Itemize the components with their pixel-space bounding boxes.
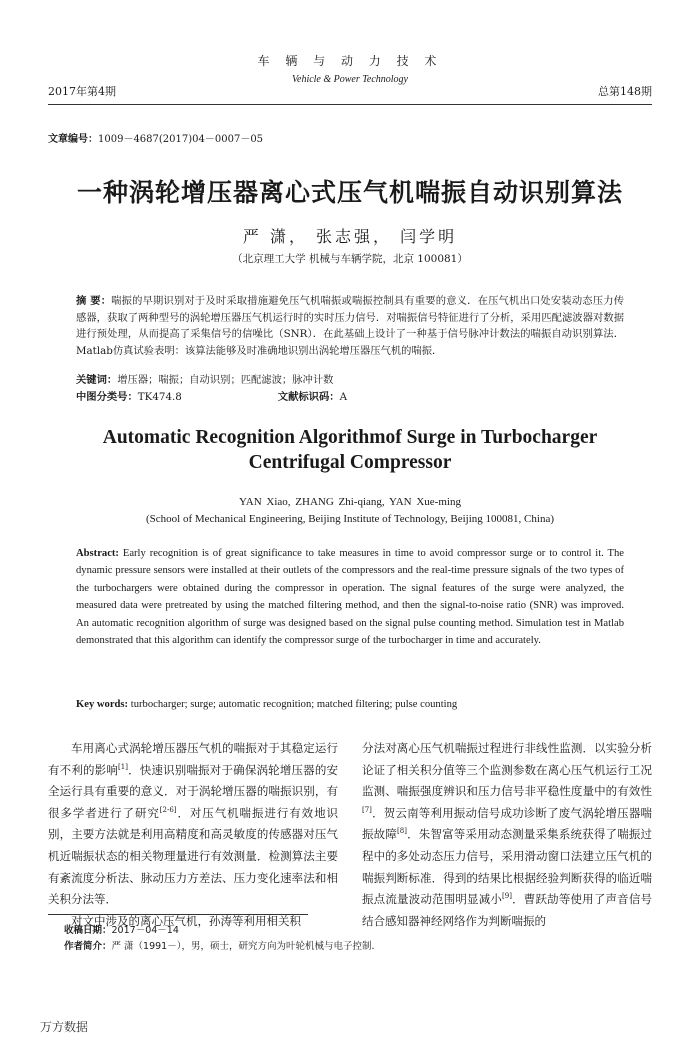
authors-en: YAN Xiao, ZHANG Zhi-qiang, YAN Xue-ming bbox=[239, 496, 461, 508]
article-number bbox=[48, 130, 263, 145]
abstract-cn bbox=[76, 293, 624, 359]
journal-header bbox=[0, 52, 700, 85]
abstract-cn-text: 喘振的早期识别对于及时采取措施避免压气机喘振或喘振控制具有重要的意义．在压气机出口处安装动态压力传感器，获取了两种型号的涡轮增压器压气机运行时的实时压力信号．对喘振信号特征进行了分析，采用匹配滤波器对数据进行预处理，从而提高了采集信号的信噪比（SNR）．在此基础上设计了一种基于信号脉冲计数法的喘振自动识别算法．Matlab仿真试验表明：该算法能够及时准确地识别出涡轮增压器压气机的喘振． bbox=[76, 295, 624, 357]
author-bio bbox=[64, 938, 374, 952]
affiliation-cn: （北京理工大学 机械与车辆学院，北京 100081） bbox=[232, 253, 468, 265]
received-label: 收稿日期： bbox=[64, 925, 112, 936]
body-paragraph bbox=[48, 738, 338, 911]
keywords-en bbox=[76, 699, 457, 710]
body-text: ．贺云南等利用振动信号成功诊断了废气涡轮增压器喘振故障 bbox=[362, 805, 652, 842]
clc-label: 中图分类号： bbox=[76, 391, 138, 403]
journal-name-cn: 车 辆 与 动 力 技 术 bbox=[257, 54, 443, 68]
body-paragraph bbox=[362, 738, 652, 932]
body-text: ．曹跃劼等使用了声音信号结合感知器神经网络作为判断喘振的 bbox=[362, 892, 653, 928]
body-text: ．朱智富等采用动态测量采集系统获得了喘振过程中的多处动态压力信号，采用滑动窗口法建立压气机的喘振判断标准．得到的结果比根据经验判断获得的临近喘振点流量波动范围明显减小 bbox=[362, 827, 653, 907]
classification bbox=[76, 388, 347, 403]
body-text: ．快速识别喘振对于确保涡轮增压器的安全运行具有重要的意义．对于涡轮增压器的喘振识别，有很多学者进行了研究 bbox=[48, 762, 339, 820]
header-rule bbox=[48, 104, 652, 105]
abstract-en-label: Abstract: bbox=[76, 548, 119, 559]
watermark: 万方数据 bbox=[40, 1020, 89, 1034]
doc-code-value: A bbox=[339, 391, 347, 403]
total-issue: 总第148期 bbox=[598, 85, 652, 98]
journal-name-en: Vehicle & Power Technology bbox=[292, 74, 408, 85]
body-text: ．对压气机喘振进行有效地识别，主要方法就是利用高精度和高灵敏度的传感器对压气机近喘振状态的相关物理量进行有效测量．检测算法主要有紊流度分析法、脉动压力方差法、压力变化速率法和相关积分法等． bbox=[48, 805, 339, 907]
article-number-value: 1009－4687(2017)04－0007－05 bbox=[98, 134, 264, 145]
clc-value: TK474.8 bbox=[137, 391, 182, 403]
keywords-en-label: Key words: bbox=[76, 699, 129, 710]
footnote-rule bbox=[48, 914, 308, 915]
body-paragraph: 对文中涉及的离心压气机，孙涛等利用相关积 bbox=[71, 913, 301, 928]
doc-code-label: 文献标识码： bbox=[277, 391, 340, 403]
keywords-cn-text: 增压器；喘振；自动识别；匹配滤波；脉冲计数 bbox=[117, 374, 334, 386]
affiliation-en: (School of Mechanical Engineering, Beijing Institute of Technology, Beijing 100081, China) bbox=[146, 513, 554, 525]
author-bio-text: 严 潇（1991－），男，硕士，研究方向为叶轮机械与电子控制. bbox=[111, 941, 375, 952]
keywords-en-text: turbocharger; surge; automatic recognition; matched filtering; pulse counting bbox=[130, 699, 458, 710]
abstract-en-text: Early recognition is of great significance to take measures in time to avoid compressor surge or to control it. The dynamic pressure sensors were installed at their outlets of the compressors and the real-time pressure signals of the two types of the turbochargers were obtained during the compressor in operation. The signal features of the surge were analyzed, the measured data were pretreated by using the matched filtering method, and then the signal-to-noise ratio (SNR) was improved. An automatic recognition algorithm of surge was designed based on the signal pulse counting method. Simulation test in Matlab demonstrated that this algorithm can identify the compressor surge of the turbocharger in time and accurately. bbox=[76, 548, 624, 647]
abstract-en bbox=[76, 545, 624, 649]
citation: [9] bbox=[502, 892, 512, 901]
body-text: 分法对离心压气机喘振过程进行非线性监测．以实验分析论证了相关积分值等三个监测参数在离心压气机运行工况监测、喘振强度辨识和压力信号非平稳性度量中的有效性 bbox=[362, 741, 652, 799]
body-column-right bbox=[362, 738, 652, 932]
keywords-cn-label: 关键词： bbox=[76, 374, 118, 386]
citation: [8] bbox=[397, 827, 407, 836]
keywords-cn bbox=[76, 371, 333, 386]
body-text: 车用离心式涡轮增压器压气机的喘振对于其稳定运行有不利的影响 bbox=[48, 741, 338, 777]
title-en-line1: Automatic Recognition Algorithmof Surge in Turbocharger bbox=[102, 427, 598, 448]
authors-cn: 严 潇， 张志强， 闫学明 bbox=[242, 227, 458, 246]
received-value: 2017－04－14 bbox=[111, 925, 179, 936]
author-bio-label: 作者简介： bbox=[64, 941, 112, 952]
title-en bbox=[0, 425, 700, 475]
body-column-left bbox=[48, 738, 338, 932]
title-en-line2: Centrifugal Compressor bbox=[248, 452, 452, 473]
citation: [1] bbox=[118, 762, 128, 771]
abstract-cn-label: 摘 要： bbox=[76, 295, 112, 307]
issue-number: 2017年第4期 bbox=[48, 85, 116, 98]
citation: [7] bbox=[362, 805, 372, 814]
citation: [2-6] bbox=[159, 805, 177, 814]
article-number-label: 文章编号： bbox=[48, 134, 98, 145]
title-cn: 一种涡轮增压器离心式压气机喘振自动识别算法 bbox=[76, 178, 623, 207]
received-date bbox=[64, 922, 179, 936]
